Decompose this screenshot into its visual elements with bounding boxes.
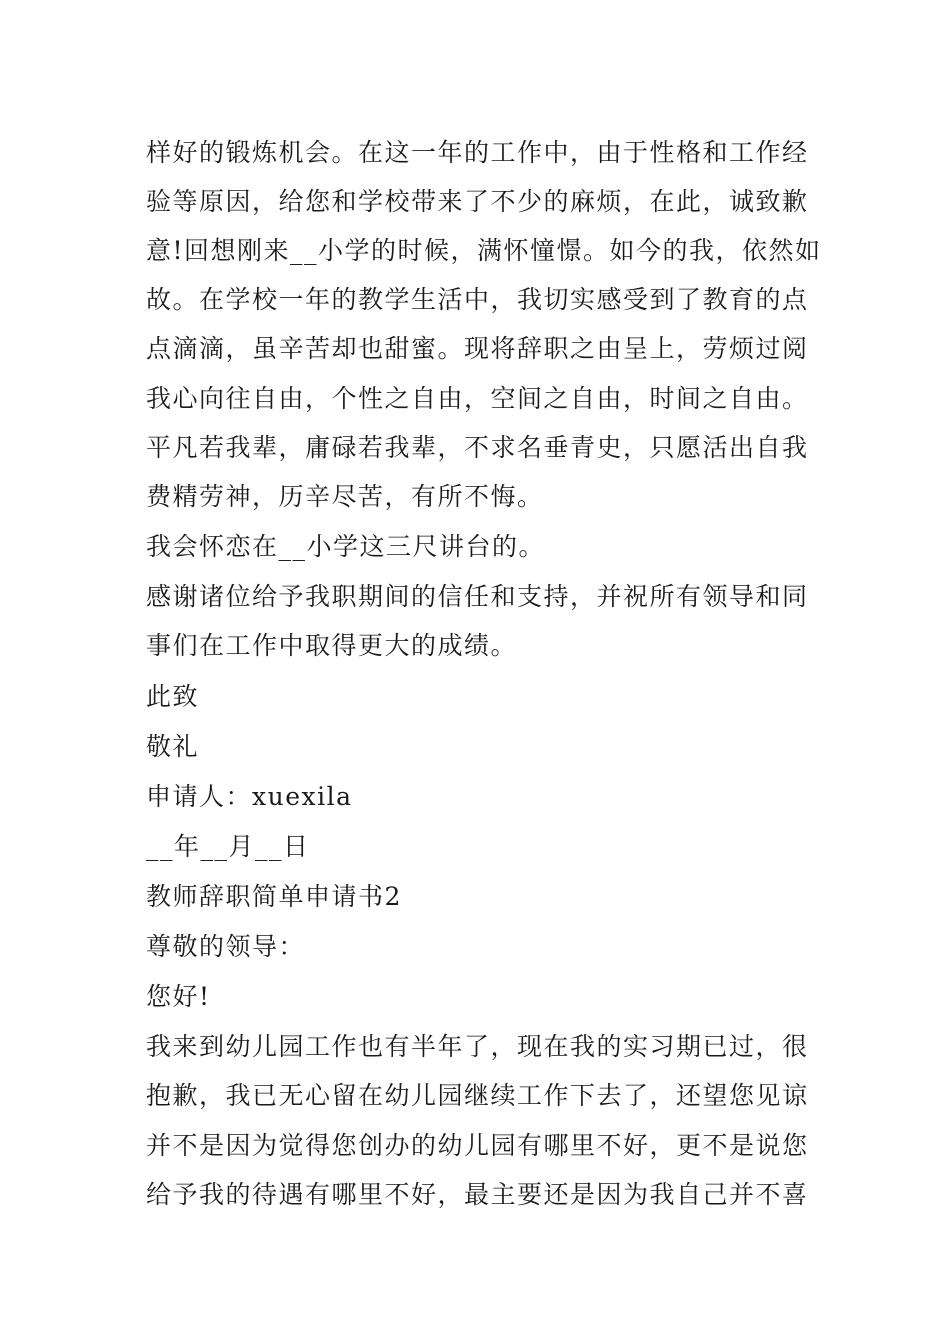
text-line: 故。在学校一年的教学生活中，我切实感受到了教育的点	[146, 285, 809, 314]
text-line: 感谢诸位给予我职期间的信任和支持，并祝所有领导和同	[146, 582, 809, 611]
text-line: 验等原因，给您和学校带来了不少的麻烦，在此，诚致歉	[146, 187, 809, 216]
text-line: 我心向往自由，个性之自由，空间之自由，时间之自由。	[146, 384, 809, 413]
text-line: 我会怀恋在__小学这三尺讲台的。	[146, 532, 546, 561]
greeting: 您好!	[146, 982, 211, 1011]
signature-line: 申请人：xuexila	[146, 782, 353, 811]
text-line: 样好的锻炼机会。在这一年的工作中，由于性格和工作经	[146, 138, 809, 167]
text-line: 此致	[146, 682, 200, 711]
text-line: 意!回想刚来__小学的时候，满怀憧憬。如今的我，依然如	[146, 236, 822, 265]
text-line: 敬礼	[146, 732, 200, 761]
text-line: 平凡若我辈，庸碌若我辈，不求名垂青史，只愿活出自我	[146, 433, 809, 462]
section-title: 教师辞职简单申请书2	[146, 882, 402, 911]
text-line: 抱歉，我已无心留在幼儿园继续工作下去了，还望您见谅	[146, 1081, 809, 1110]
text-line: 给予我的待遇有哪里不好，最主要还是因为我自己并不喜	[146, 1180, 809, 1209]
salutation: 尊敬的领导：	[146, 932, 306, 961]
text-line: 并不是因为觉得您创办的幼儿园有哪里不好，更不是说您	[146, 1131, 809, 1160]
date-line: __年__月__日	[146, 832, 310, 861]
text-line: 费精劳神，历辛尽苦，有所不悔。	[146, 482, 544, 511]
text-line: 点滴滴，虽辛苦却也甜蜜。现将辞职之由呈上，劳烦过阅	[146, 334, 809, 363]
text-line: 我来到幼儿园工作也有半年了，现在我的实习期已过，很	[146, 1032, 809, 1061]
text-line: 事们在工作中取得更大的成绩。	[146, 631, 518, 660]
